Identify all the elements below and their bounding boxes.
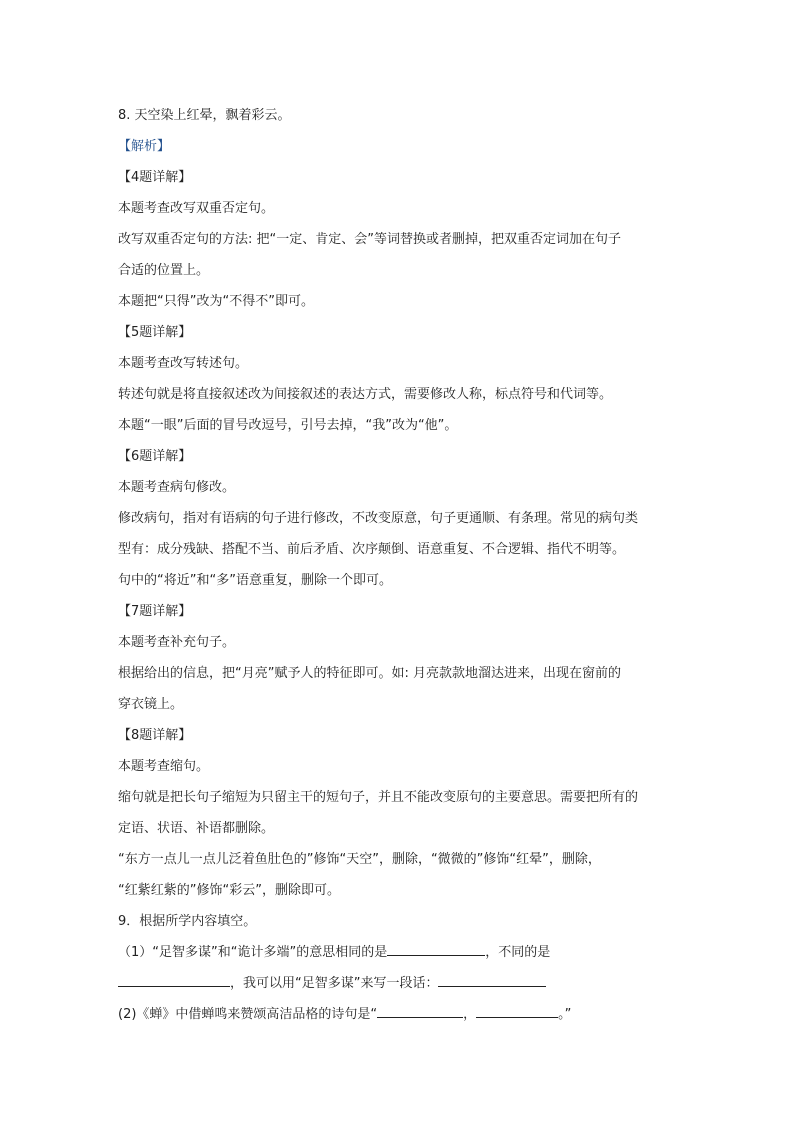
q8-detail-line: 本题考查缩句。 — [118, 759, 210, 774]
q6-detail-line: 型有：成分残缺、搭配不当、前后矛盾、次序颠倒、语意重复、不合逻辑、指代不明等。 — [118, 542, 626, 557]
q9-part1-text: ，我可以用“足智多谋”来写一段话： — [230, 976, 439, 991]
q4-detail-line: 本题把“只得”改为“不得不”即可。 — [118, 294, 314, 309]
fill-blank[interactable] — [118, 972, 230, 987]
document-page — [118, 100, 678, 1030]
q8-detail-line: “东方一点儿一点儿泛着鱼肚色的”修饰“天空”，删除，“微微的”修饰“红晕”，删除， — [118, 852, 601, 867]
q5-detail-line: 本题考查改写转述句。 — [118, 356, 249, 371]
q6-detail-line: 本题考查病句修改。 — [118, 480, 236, 495]
q5-detail-heading: 【5题详解】 — [118, 325, 192, 340]
question-9-part-2 — [118, 999, 678, 1030]
q6-detail-heading: 【6题详解】 — [118, 449, 192, 464]
q9-part1-text: ，不同的是 — [485, 945, 551, 960]
q4-detail-heading: 【4题详解】 — [118, 170, 192, 185]
fill-blank[interactable] — [476, 1003, 558, 1018]
q7-detail-line: 根据给出的信息，把“月亮”赋予人的特征即可。如: 月亮款款地溜达进来，出现在窗前的 — [118, 666, 621, 681]
q5-detail-line: 本题“一眼”后面的冒号改逗号，引号去掉，“我”改为“他”。 — [118, 418, 458, 433]
q4-detail-line: 合适的位置上。 — [118, 263, 210, 278]
q9-part1-text: （1）“足智多谋”和“诡计多端”的意思相同的是 — [118, 945, 388, 960]
q8-detail-heading: 【8题详解】 — [118, 728, 192, 743]
fill-blank[interactable] — [387, 941, 485, 956]
question-9-part-1 — [118, 937, 678, 968]
q9-part2-text: ， — [463, 1007, 477, 1022]
question-9-title: 9．根据所学内容填空。 — [118, 914, 257, 929]
answer-8: 8. 天空染上红晕，飘着彩云。 — [118, 108, 291, 123]
q7-detail-line: 穿衣镜上。 — [118, 697, 184, 712]
analysis-heading: 【解析】 — [118, 139, 171, 154]
q6-detail-line: 句中的“将近”和“多”语意重复，删除一个即可。 — [118, 573, 392, 588]
q7-detail-line: 本题考查补充句子。 — [118, 635, 236, 650]
q8-detail-line: 缩句就是把长句子缩短为只留主干的短句子，并且不能改变原句的主要意思。需要把所有的 — [118, 790, 639, 805]
q7-detail-heading: 【7题详解】 — [118, 604, 192, 619]
q6-detail-line: 修改病句，指对有语病的句子进行修改，不改变原意，句子更通顺、有条理。常见的病句类 — [118, 511, 639, 526]
q9-part2-text: (2)《蝉》中借蝉鸣来赞颂高洁品格的诗句是“ — [118, 1007, 378, 1022]
q8-detail-line: “红紫红紫的”修饰“彩云”，删除即可。 — [118, 883, 340, 898]
q4-detail-line: 本题考查改写双重否定句。 — [118, 201, 275, 216]
question-9-part-1-cont — [118, 968, 678, 999]
q9-part2-text: 。” — [558, 1007, 572, 1022]
fill-blank[interactable] — [438, 972, 546, 987]
q4-detail-line: 改写双重否定句的方法: 把“一定、肯定、会”等词替换或者删掉，把双重否定词加在句子 — [118, 232, 621, 247]
fill-blank[interactable] — [377, 1003, 463, 1018]
q8-detail-line: 定语、状语、补语都删除。 — [118, 821, 275, 836]
q5-detail-line: 转述句就是将直接叙述改为间接叙述的表达方式，需要修改人称，标点符号和代词等。 — [118, 387, 613, 402]
